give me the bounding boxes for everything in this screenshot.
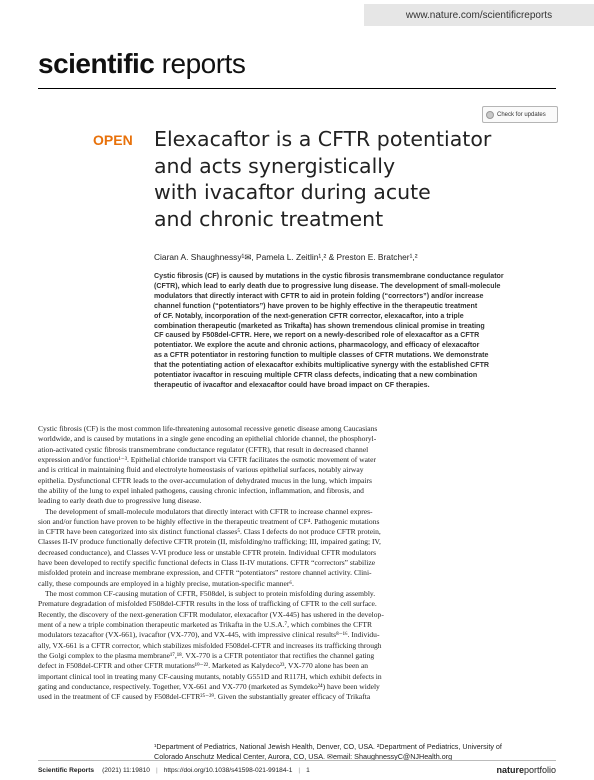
footer-journal: Scientific Reports [38,766,95,774]
abstract [154,272,556,391]
body-line: and is critical in maintaining fluid and electrolyte homeostasis of various epithelial surfaces, notably airway [38,465,364,475]
body-line: the ability of the lung to expel inhaled pathogens, causing chronic infection, inflammation, and fibrosis, and [38,485,364,495]
affiliation-line: ¹Department of Pediatrics, National Jewish Health, Denver, CO, USA. ²Department of Pediatrics, University of [154,742,502,751]
abstract-line: potentiator ivacaftor in rescuing multiple CFTR class defects, indicating that a new combination [154,371,478,380]
footer-doi[interactable]: https://doi.org/10.1038/s41598-021-99184-1 [163,766,293,774]
body-line: The development of small-molecule modulators that directly interact with CFTR to increase channel expres- [45,506,373,516]
publisher-logo [496,765,556,775]
abstract-line: CF caused by F508del-CFTR. Here, we report on a newly-described role of elexacaftor as a CFTR [154,331,480,340]
body-line: The most common CF-causing mutation of CFTR, F508del, is subject to protein misfolding during assembly. [45,589,376,598]
author-list: Ciaran A. Shaughnessy¹✉, Pamela L. Zeitlin¹,² & Preston E. Bratcher¹,² [154,252,418,262]
affiliation-line: Colorado Anschutz Medical Center, Aurora, CO, USA. ✉email: ShaughnessyC@NJHealth.org [154,751,453,761]
body-line: decreased conductance), and Classes V-VI produce less or unstable CFTR protein. Individual CFTR modulators [38,547,377,557]
abstract-line: that the potentiating action of elexacaftor exhibits multiplicative synergy with the established CFTR [154,361,490,370]
abstract-line: modulators that directly interact with CFTR to aid in protein folding (“correctors”) and/or increase [154,291,484,300]
url-banner [364,4,594,26]
body-line: epithelia. Dysfunctional CFTR leads to the over-accumulation of dehydrated mucus in the lung, which impairs [38,475,372,485]
body-line: worldwide, and is caused by mutations in a single gene encoding an epithelial chloride channel, the phosphoryl- [38,434,377,444]
body-line: in CFTR have been categorized into six distinct functional classes⁵. Class I defects do not produce CFTR protein, [38,527,381,537]
publisher-logo-light: portfolio [523,765,556,775]
journal-logo-light: reports [161,48,246,79]
page-footer [38,760,556,779]
body-line: defect in F508del-CFTR and other CFTR mutations¹⁹⁻²². Marketed as Kalydeco²³, VX-770 alone has been an [38,661,369,671]
abstract-line: as a CFTR potentiator in restoring function to multiple classes of CFTR mutations. We demonstrate [154,351,489,360]
title-line: and chronic treatment [154,206,384,231]
title-line: and acts synergistically [154,153,396,178]
body-line: Recently, the discovery of the next-generation CFTR modulator, elexacaftor (VX-445) has ushered in the develop- [38,609,384,619]
journal-url[interactable]: www.nature.com/scientificreports [405,9,553,21]
header-rule [38,88,556,89]
body-line: important clinical tool in treating many CF-causing mutants, notably G551D and R117H, which exhibit defects in [38,671,382,681]
abstract-line: therapeutic of ivacaftor and elexacaftor could have broad impact on CF therapies. [154,380,430,389]
journal-logo [38,48,245,80]
footer-separator: | [298,766,301,774]
affiliations [154,742,556,762]
body-line: leading to early death due to progressive lung disease. [38,496,202,506]
body-line: misfolded protein and increase membrane expression, and CFTR “potentiators” restore channel activity. Clini- [38,568,372,578]
body-line: cally, these compounds are employed in a highly precise, mutation-specific manner⁶. [38,578,294,588]
body-line: have been developed to rectify specific functional defects in Class II-IV mutations. CFTR “correctors” stabilize [38,558,376,568]
title-line: Elexacaftor is a CFTR potentiator [154,127,492,151]
article-title [154,126,554,232]
open-access-label: OPEN [93,132,133,148]
body-line: Cystic fibrosis (CF) is the most common life-threatening autosomal recessive genetic disease among Caucasians [38,424,378,433]
body-line: Classes II-IV produce functionally defective CFTR protein (II, misfolding/no trafficking; III, impaired gating; IV, [38,537,381,547]
publisher-logo-bold: nature [496,765,524,775]
check-updates-label: Check for updates [497,111,546,118]
body-line: expression and/or function¹⁻³. Epithelial chloride transport via CFTR facilitates the osmotic movement of water [38,454,376,464]
body-line: modulators tezacaftor (VX-661), ivacaftor (VX-770), and VX-445, with impressive clinical results⁸⁻¹⁶. Individu- [38,630,380,640]
footer-separator: | [155,766,158,774]
abstract-line: (CFTR), which lead to early death due to progressive lung disease. The development of small-molecule [154,281,501,290]
body-line: Premature degradation of misfolded F508del-CFTR results in the loss of trafficking of CFTR to the cell surface. [38,599,377,609]
abstract-line: combination therapeutic (marketed as Trikafta) has shown tremendous clinical promise in treating [154,321,485,330]
check-updates-icon [486,111,494,119]
footer-page-number: 1 [306,766,310,774]
body-line: ment of a new a triple combination therapeutic marketed as Trikafta in the U.S.A.⁷, which combines the CFTR [38,619,372,629]
abstract-line: of CF. Notably, incorporation of the next-generation CFTR corrector, elexacaftor, into a triple [154,311,464,320]
abstract-line: Cystic fibrosis (CF) is caused by mutations in the cystic fibrosis transmembrane conductance regulator [154,272,504,280]
title-line: with ivacaftor during acute [154,180,431,204]
body-text [38,424,556,702]
body-line: ally, VX-661 is a CFTR corrector, which stabilizes misfolded F508del-CFTR and increases its trafficking through [38,640,382,650]
body-line: ation-activated cystic fibrosis transmembrane conductance regulator (CFTR), that result in decreased channel [38,444,369,454]
abstract-line: potentiator. We explore the acute and chronic actions, pharmacology, and efficacy of elexacaftor [154,341,480,350]
journal-logo-bold: scientific [38,48,155,79]
check-updates-button[interactable] [482,106,558,123]
body-line: sion and/or function have proven to be highly effective in the therapeutic treatment of CF⁴. Pathogenic mutations [38,516,380,526]
footer-citation: (2021) 11:19810 [102,766,150,774]
body-line: gating and conductance, respectively. Together, VX-661 and VX-770 (marketed as Symdeko²⁴) have been widely [38,681,380,691]
abstract-line: channel function (“potentiators”) have proven to be highly effective in the therapeutic treatment [154,301,478,310]
body-line: the Golgi complex to the plasma membrane¹⁷,¹⁸. VX-770 is a CFTR potentiator that rectifies the channel gating [38,650,375,660]
body-line: used in the treatment of CF caused by F508del-CFTR²⁵⁻²⁹. Given the substantially greater efficacy of Trikafta [38,692,371,702]
